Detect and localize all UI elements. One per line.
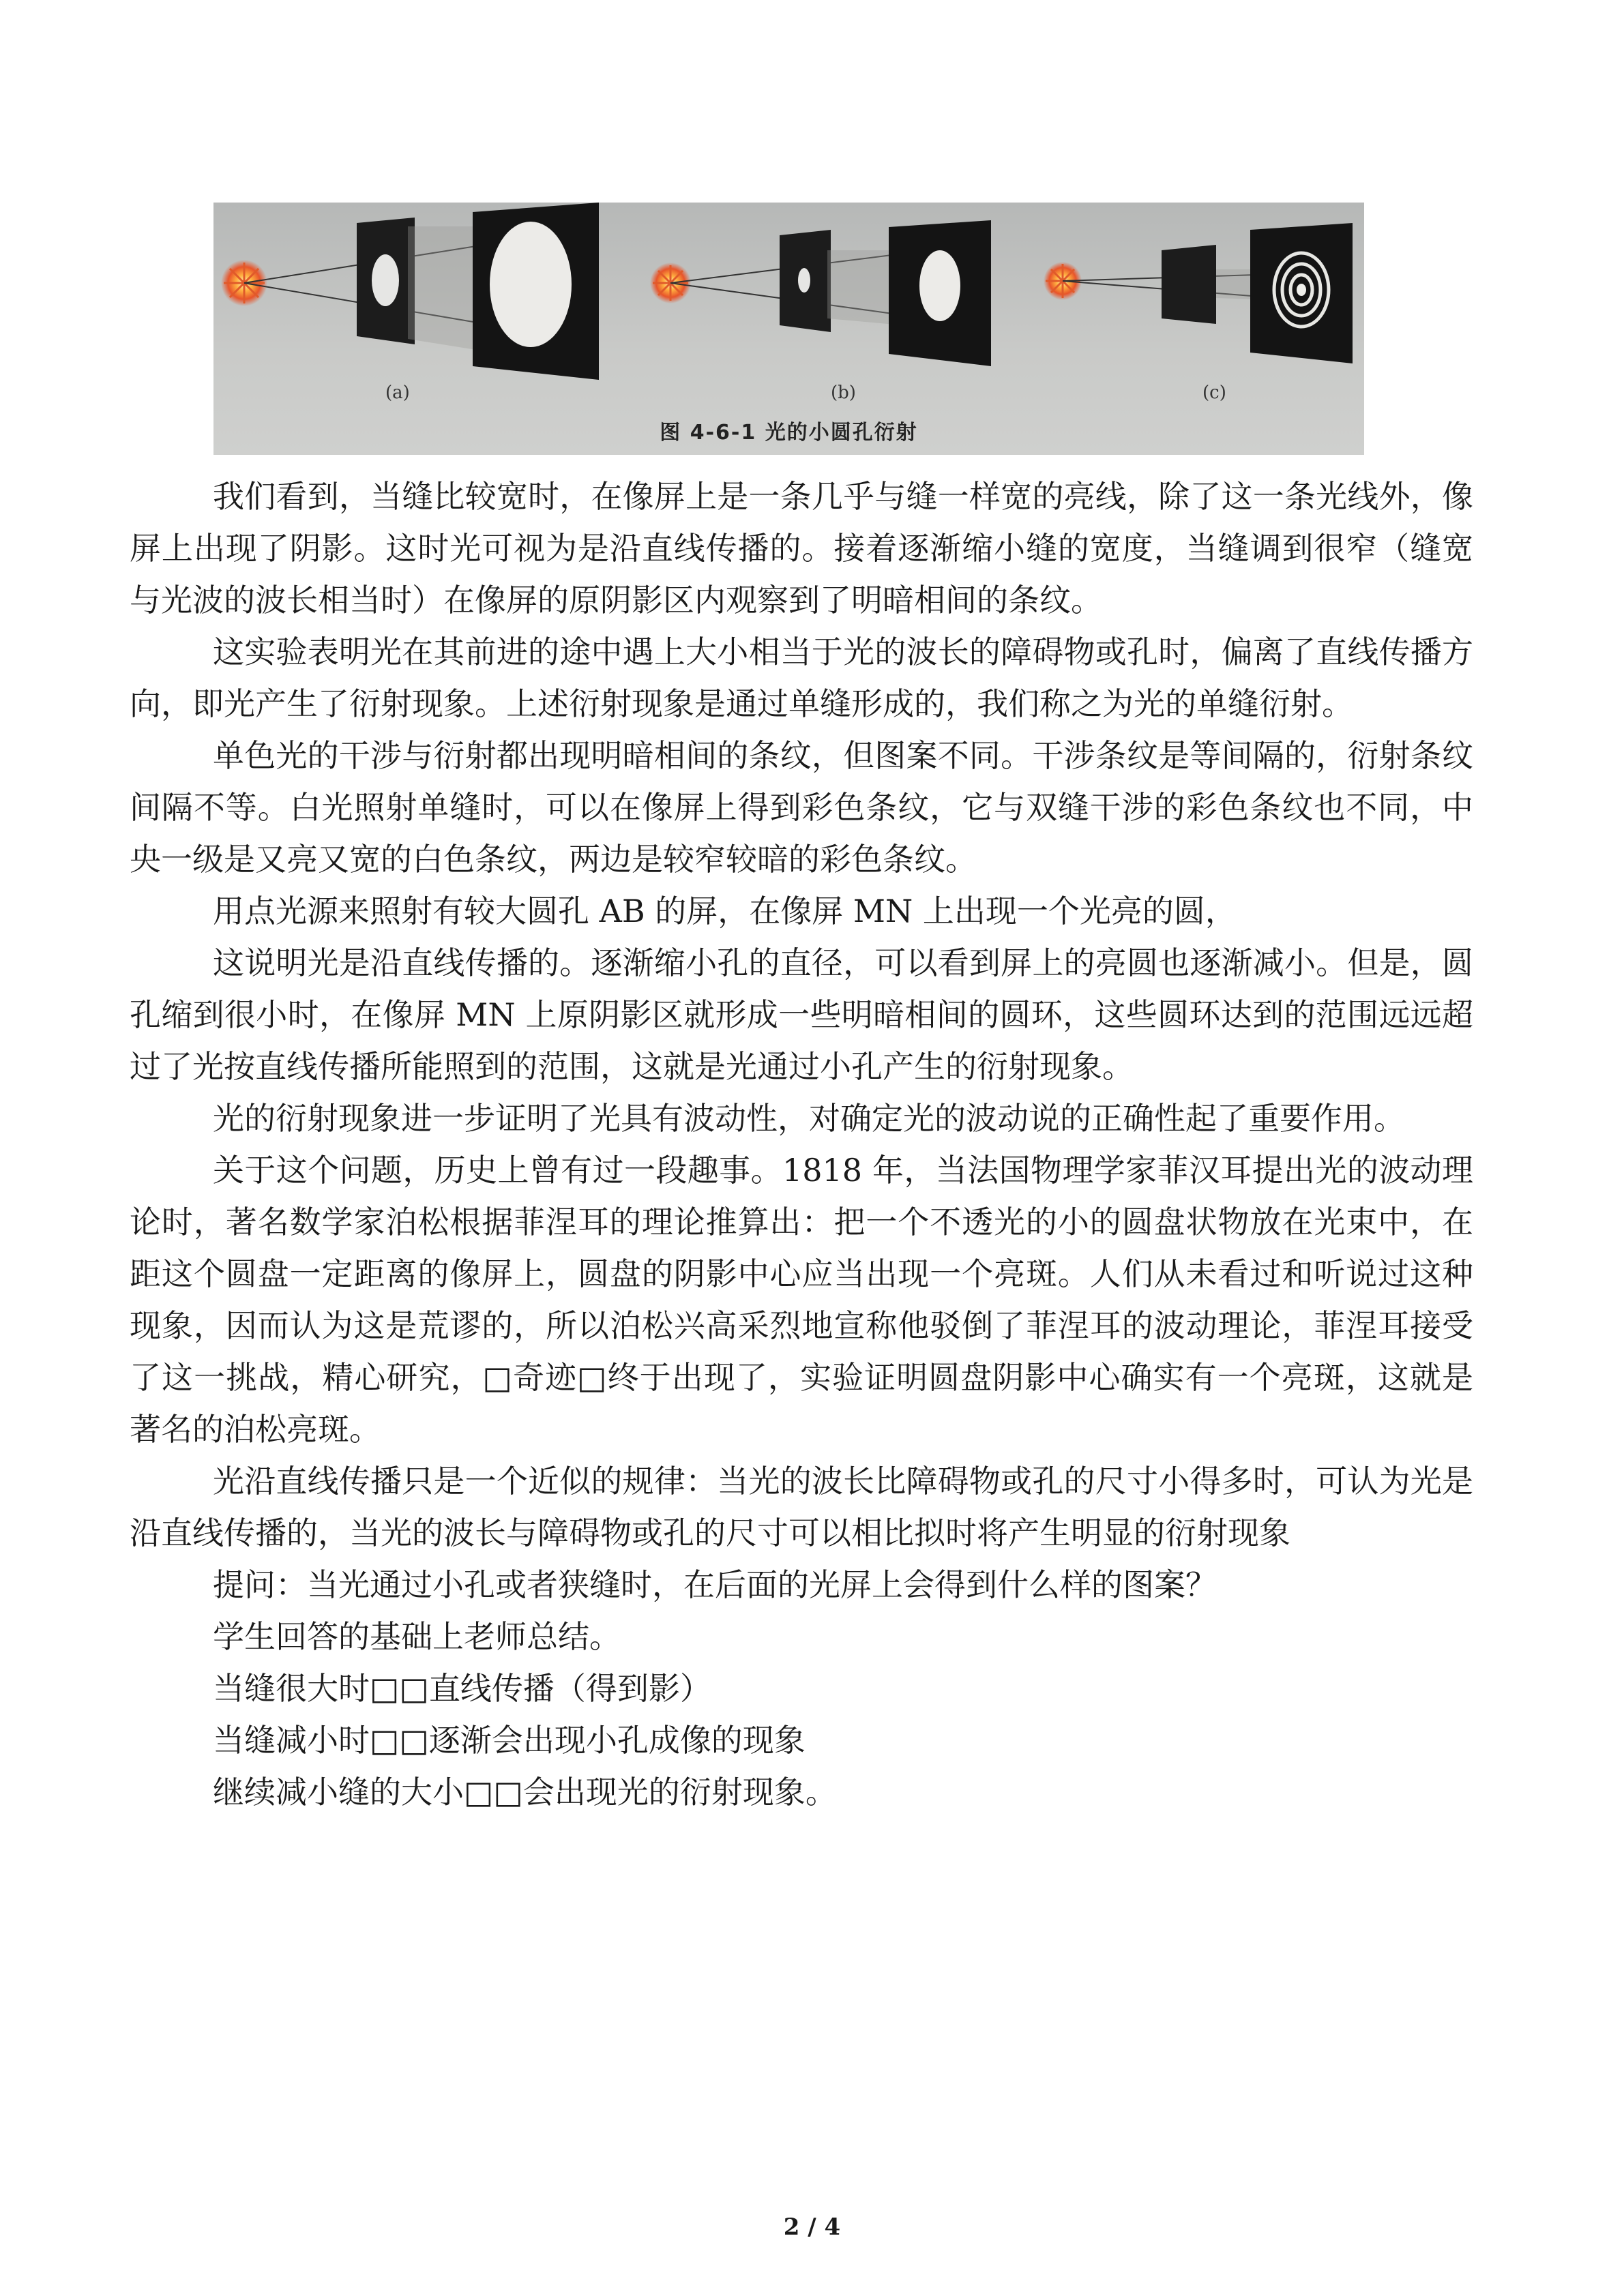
summary-item: 当缝减小时□□逐渐会出现小孔成像的现象 bbox=[213, 1722, 806, 1759]
panel-label-b: (b) bbox=[831, 383, 856, 403]
panel-label-c: (c) bbox=[1202, 383, 1226, 403]
diffraction-figure bbox=[213, 203, 1364, 455]
paragraph: 这说明光是沿直线传播的。逐渐缩小孔的直径，可以看到屏上的亮圆也逐渐减小。但是，圆孔缩到很小时，在像屏 MN 上原阴影区就形成一些明暗相间的圆环，这些圆环达到的范围远远超过了光按直线传播所能照到的范围，这就是光通过小孔产生的衍射现象。 bbox=[130, 944, 1473, 1085]
paragraph: 光的衍射现象进一步证明了光具有波动性，对确定光的波动说的正确性起了重要作用。 bbox=[213, 1100, 1405, 1137]
paragraph: 用点光源来照射有较大圆孔 AB 的屏，在像屏 MN 上出现一个光亮的圆， bbox=[213, 893, 1237, 929]
paragraph: 我们看到，当缝比较宽时，在像屏上是一条几乎与缝一样宽的亮线，除了这一条光线外，像屏上出现了阴影。这时光可视为是沿直线传播的。接着逐渐缩小缝的宽度，当缝调到很窄（缝宽与光波的波长相当时）在像屏的原阴影区内观察到了明暗相间的条纹。 bbox=[130, 478, 1473, 618]
figure-caption: 图 4-6-1 光的小圆孔衍射 bbox=[660, 421, 918, 445]
summary-intro-line: 学生回答的基础上老师总结。 bbox=[213, 1618, 621, 1655]
panel-b-diagram bbox=[650, 220, 991, 366]
summary-item: 当缝很大时□□直线传播（得到影） bbox=[213, 1670, 711, 1707]
question-line: 提问：当光通过小孔或者狭缝时，在后面的光屏上会得到什么样的图案？ bbox=[213, 1566, 1217, 1603]
paragraph: 这实验表明光在其前进的途中遇上大小相当于光的波长的障碍物或孔时，偏离了直线传播方向，即光产生了衍射现象。上述衍射现象是通过单缝形成的，我们称之为光的单缝衍射。 bbox=[130, 633, 1473, 722]
panel-c-diagram bbox=[1044, 223, 1353, 363]
paragraph: 单色光的干涉与衍射都出现明暗相间的条纹，但图案不同。干涉条纹是等间隔的，衍射条纹间隔不等。白光照射单缝时，可以在像屏上得到彩色条纹，它与双缝干涉的彩色条纹也不同，中央一级是又亮又宽的白色条纹，两边是较窄较暗的彩色条纹。 bbox=[130, 737, 1473, 878]
summary-item: 继续减小缝的大小□□会出现光的衍射现象。 bbox=[213, 1774, 837, 1810]
panel-label-a: (a) bbox=[385, 383, 410, 403]
paragraph: 光沿直线传播只是一个近似的规律：当光的波长比障碍物或孔的尺寸小得多时，可认为光是沿直线传播的，当光的波长与障碍物或孔的尺寸可以相比拟时将产生明显的衍射现象 bbox=[130, 1463, 1473, 1551]
panel-a-diagram bbox=[221, 203, 599, 380]
body-text bbox=[130, 471, 1473, 1818]
page-number: 2 / 4 bbox=[783, 2213, 841, 2241]
paragraph: 关于这个问题，历史上曾有过一段趣事。1818 年，当法国物理学家菲汉耳提出光的波动理论时，著名数学家泊松根据菲涅耳的理论推算出：把一个不透光的小的圆盘状物放在光束中，在距这个圆盘一定距离的像屏上，圆盘的阴影中心应当出现一个亮斑。人们从未看过和听说过这种现象，因而认为这是荒谬的，所以泊松兴高采烈地宣称他驳倒了菲涅耳的波动理论，菲涅耳接受了这一挑战，精心研究，□奇迹□终于出现了，实验证明圆盘阴影中心确实有一个亮斑，这就是著名的泊松亮斑。 bbox=[130, 1152, 1473, 1448]
aperture-screen-c bbox=[1162, 245, 1216, 324]
